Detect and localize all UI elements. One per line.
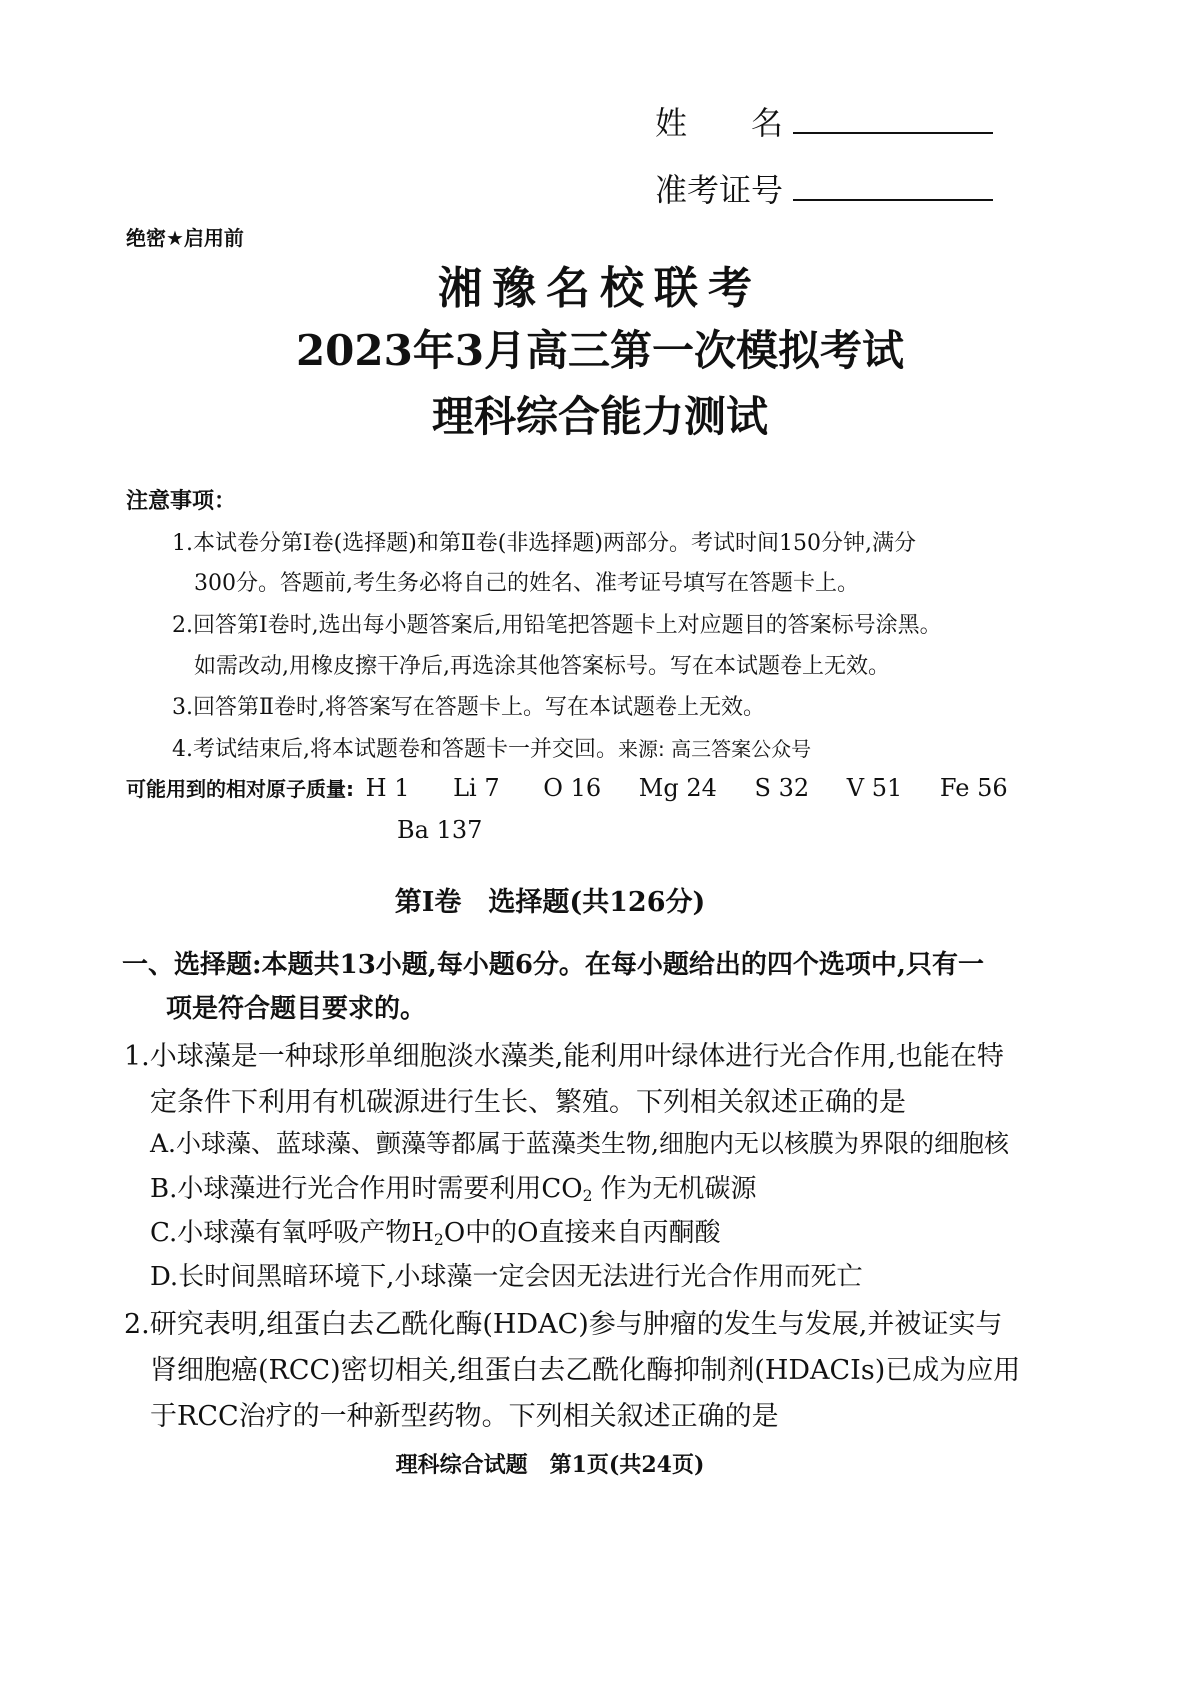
q1-option-c-sub: 2 <box>433 1231 444 1249</box>
source-note: 来源: 高三答案公众号 <box>618 737 812 761</box>
exam-title-3: 理科综合能力测试 <box>431 392 768 441</box>
atomic-mass-v: V 51 <box>846 774 903 802</box>
q1-stem-a: 1.小球藻是一种球形单细胞淡水藻类,能利用叶绿体进行光合作用,也能在特 <box>124 1041 1004 1072</box>
q1-option-a: A.小球藻、蓝球藻、颤藻等都属于蓝藻类生物,细胞内无以核膜为界限的细胞核 <box>150 1129 1009 1158</box>
section-instructions-a: 一、选择题:本题共13小题,每小题6分。在每小题给出的四个选项中,只有一 <box>122 950 984 980</box>
atomic-mass-label: 可能用到的相对原子质量: <box>126 777 354 801</box>
q2-stem-b: 肾细胞癌(RCC)密切相关,组蛋白去乙酰化酶抑制剂(HDACIs)已成为应用 <box>150 1355 1021 1386</box>
q1-option-c <box>150 1212 720 1249</box>
q1-option-d: D.长时间黑暗环境下,小球藻一定会因无法进行光合作用而死亡 <box>150 1262 863 1292</box>
q1-option-b-pre: B.小球藻进行光合作用时需要利用CO <box>150 1174 583 1204</box>
atomic-mass-o: O 16 <box>543 774 602 802</box>
name-blank[interactable] <box>793 102 993 134</box>
note-item-1a: 1.本试卷分第Ⅰ卷(选择题)和第Ⅱ卷(非选择题)两部分。考试时间150分钟,满分 <box>172 531 916 556</box>
name-label: 姓 名 <box>655 104 784 142</box>
note-item-4-text: 4.考试结束后,将本试题卷和答题卡一并交回。 <box>172 737 618 762</box>
section-instructions-b: 项是符合题目要求的。 <box>166 994 427 1024</box>
q1-option-b-post: 作为无机碳源 <box>600 1174 757 1204</box>
section-title: 第Ⅰ卷 选择题(共126分) <box>394 887 706 918</box>
atomic-mass-h: H 1 <box>365 774 410 802</box>
page-footer: 理科综合试题 第1页(共24页) <box>395 1452 705 1478</box>
q2-stem-a: 2.研究表明,组蛋白去乙酰化酶(HDAC)参与肿瘤的发生与发展,并被证实与 <box>124 1309 1003 1340</box>
note-item-2b: 如需改动,用橡皮擦干净后,再选涂其他答案标号。写在本试题卷上无效。 <box>194 654 890 679</box>
note-item-2a: 2.回答第Ⅰ卷时,选出每小题答案后,用铅笔把答题卡上对应题目的答案标号涂黑。 <box>172 613 942 638</box>
q1-option-c-pre: C.小球藻有氧呼吸产物H <box>150 1218 434 1248</box>
q1-option-b <box>150 1168 757 1205</box>
atomic-mass-mg: Mg 24 <box>638 774 717 802</box>
notes-heading: 注意事项： <box>126 489 237 514</box>
exam-title-2: 2023年3月高三第一次模拟考试 <box>295 326 905 375</box>
name-field <box>655 98 993 144</box>
atomic-mass-ba: Ba 137 <box>397 816 483 844</box>
q1-option-b-sub: 2 <box>582 1187 593 1205</box>
exam-id-label: 准考证号 <box>655 171 784 209</box>
atomic-mass-s: S 32 <box>754 774 810 802</box>
atomic-mass-fe: Fe 56 <box>939 774 1008 802</box>
note-item-3: 3.回答第Ⅱ卷时,将答案写在答题卡上。写在本试题卷上无效。 <box>172 695 765 720</box>
q1-stem-b: 定条件下利用有机碳源进行生长、繁殖。下列相关叙述正确的是 <box>150 1087 906 1118</box>
exam-id-field <box>655 165 993 211</box>
exam-id-blank[interactable] <box>793 169 993 201</box>
q2-stem-c: 于RCC治疗的一种新型药物。下列相关叙述正确的是 <box>150 1401 779 1432</box>
confidential-mark: 绝密★启用前 <box>126 226 244 250</box>
atomic-mass-li: Li 7 <box>453 774 500 802</box>
q1-option-c-post: O中的O直接来自丙酮酸 <box>443 1218 721 1248</box>
note-item-1b: 300分。答题前,考生务必将自己的姓名、准考证号填写在答题卡上。 <box>194 571 859 596</box>
exam-title-1: 湘豫名校联考 <box>438 263 762 314</box>
note-item-4 <box>172 732 811 763</box>
atomic-mass-line <box>126 773 1008 802</box>
